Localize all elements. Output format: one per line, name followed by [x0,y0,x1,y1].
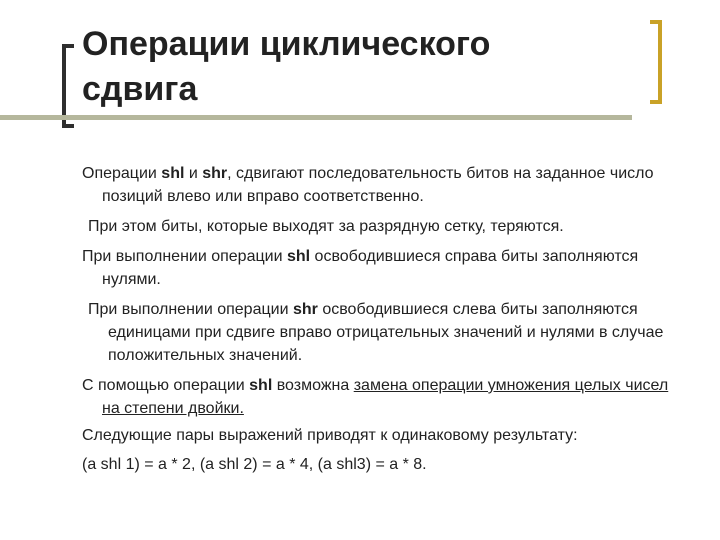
p2-text: При этом биты, которые выходят за разрядную сетку, теряются. [88,218,564,235]
p1-text-a: Операции [82,165,162,182]
paragraph-shr-fill [82,298,682,367]
slide-title [82,22,642,112]
p1-text-c: , сдвигают последовательность битов на заданное число позиций влево или вправо соответственно. [102,165,654,205]
p3-text-b: освободившиеся справа биты заполняются нулями. [102,248,639,288]
keyword-shl: shl [286,248,311,265]
keyword-shr: shr [202,165,228,182]
title-underline-rule [0,115,632,120]
keyword-shr: shr [292,301,318,318]
paragraph-shl-shr-intro [82,162,682,208]
p5-text-a: С помощью операции [82,377,250,394]
title-line-1: Операции циклического [82,25,491,63]
p3-text-a: При выполнении операции [82,248,287,265]
p7-text: (a shl 1) = a * 2, (a shl 2) = a * 4, (a shl3) = a * 8. [82,456,427,473]
paragraph-equivalent-pairs [82,424,682,447]
multiply-replacement-link[interactable]: замена операции умножения целых чисел на степени двойки. [102,377,669,417]
paragraph-bits-lost [82,215,682,238]
paragraph-multiply-replacement [82,374,682,420]
keyword-shl: shl [249,377,273,394]
title-line-2: сдвига [82,70,198,108]
keyword-shl: shl [161,165,185,182]
p5-text-b: возможна [272,377,354,394]
p1-text-b: и [184,165,203,182]
paragraph-shl-examples [82,453,682,476]
slide-body [82,162,682,483]
title-bracket-right [650,20,662,104]
p4-text-b: освободившиеся слева биты заполняются единицами при сдвиге вправо отрицательных значений и нулями в случае положительных значений. [108,301,664,364]
p4-text-a: При выполнении операции [88,301,293,318]
paragraph-shl-fill [82,245,682,291]
p6-text: Следующие пары выражений приводят к одинаковому результату: [82,427,578,444]
